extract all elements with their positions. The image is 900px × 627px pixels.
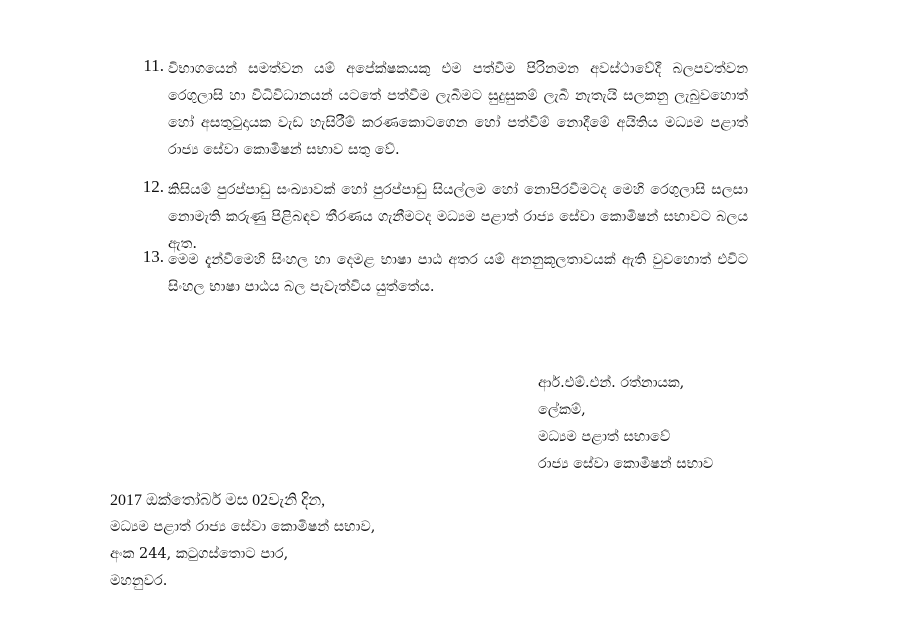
clause-text: කිසියම් පුරප්පාඩු සංඛ්‍යාවක් හෝ පුරප්පාඩු සියල්ලම හෝ නොපිරවීමටද මෙහි රෙගුලාසි සලසා නොමැති කරුණු පිළිබඳව තීරණය ගැනීමටද මධ්‍යම පළාත් රාජ්‍ය සේවා කොමිෂන් සභාවට බලය ඇත.: [168, 182, 748, 252]
address-city: මහනුවර.: [110, 573, 168, 589]
clause-13: [128, 247, 748, 301]
clause-number: 13.: [142, 247, 164, 266]
signatory-title: ලේකම්,: [538, 402, 586, 418]
signatory-office-line-2: රාජ්‍ය සේවා කොමිෂන් සභාව: [538, 456, 714, 472]
address-street: අංක 244, කටුගස්තොට පාර,: [110, 546, 289, 562]
address-office: මධ්‍යම පළාත් රාජ්‍ය සේවා කොමිෂන් සභාව,: [110, 519, 376, 535]
issue-date: 2017 ඔක්තෝබර් මස 02වැනි දින,: [110, 492, 326, 509]
signatory-office-line-1: මධ්‍යම පළාත් සභාවේ: [538, 429, 671, 445]
clause-number: 12.: [142, 177, 164, 196]
clause-number: 11.: [143, 56, 164, 75]
signature-block: [538, 370, 713, 478]
clause-12: [128, 177, 748, 258]
clause-text: මෙම දැන්වීමෙහි සිංහල හා දෙමළ භාෂා පාඨ අතර යම් අනනුකූලතාවයක් ඇති වුවහොත් එවිට සිංහල භාෂා පාඨය බල පැවැත්විය යුත්තේය.: [168, 252, 748, 295]
signatory-name: ආර්.එම්.එන්. රත්නායක,: [538, 375, 685, 391]
address-block: [110, 487, 375, 595]
clause-11: [128, 56, 748, 164]
clause-text: විභාගයෙන් සමත්වන යම් අපේක්ෂකයකු එම පත්වීම පිරිනමන අවස්ථාවේදී බලපවත්වන රෙගුලාසි හා විධිවිධානයන් යටතේ පත්වීම ලැබීමට සුදුසුකම් ලැබී නැතැයි සලකනු ලැබුවහොත් හෝ අසතුටුදායක වැඩ හැසිරීම් කරණකොටගෙන හෝ පත්වීම් නොදීමේ අයිතිය මධ්‍යම පළාත් රාජ්‍ය සේවා කොමිෂන් සභාව සතු වේ.: [168, 61, 748, 158]
